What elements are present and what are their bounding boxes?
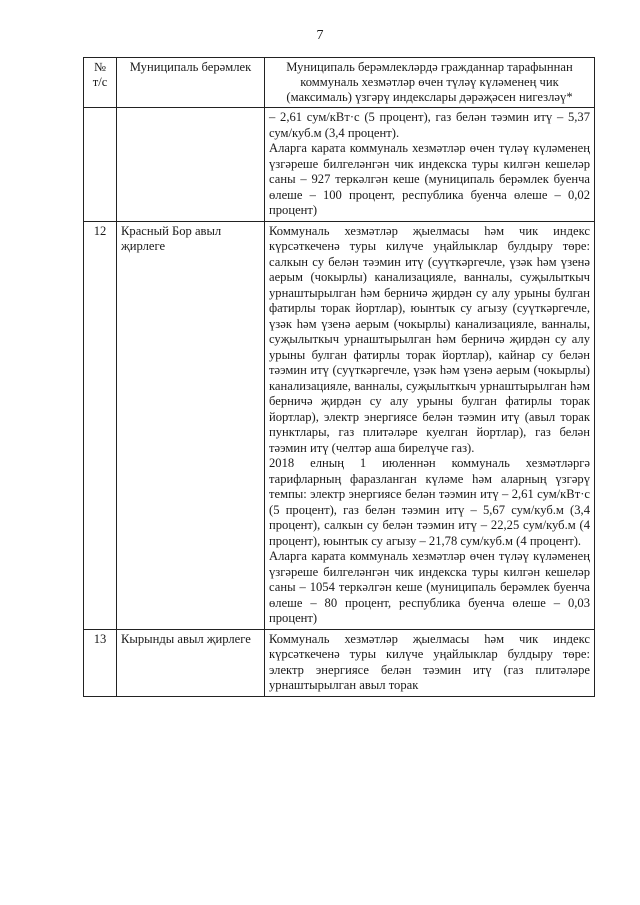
row-content	[265, 221, 595, 629]
row-paragraph: 2018 елның 1 июленнән коммуналь хезмәтләргә тарифларның фаразланган күләме һәм аларның үзгәрү темпы: электр энергиясе белән тәэмин итү – 2,61 сум/кВт·с (5 процент), газ белән тәэмин итү – 5,67 сум/куб.м (3,4 процент), салкын су белән тәэмин итү – 22,25 сум/куб.м (4 процент), юынтык су агызу – 21,78 сум/куб.м (4 процент).	[269, 456, 590, 548]
page-bottom-margin	[0, 895, 640, 905]
table-header-row	[84, 58, 595, 108]
row-municipality: Кырынды авыл җирлеге	[117, 629, 265, 696]
row-paragraph: Коммуналь хезмәтләр җыелмасы һәм чик индекс күрсәткеченә туры килүче уңайлыклар булдыру төре: салкын су белән тәэмин итү (суүткәргечле, үзәк һәм үзенә аерым (чокырлы) канализацияле, ванналы, суҗылыткыч урнаштырылган һәм берничә җирдән су алу урыны булган фатирлы торак йортлар), юынтык су агызу (суүткәргечле, үзәк һәм үзенә аерым (чокырлы) канализацияле, ванналы, суҗылыткыч урнаштырылган һәм берничә җирдән су алу урыны булган фатирлы торак йортлар), кайнар су белән тәэмин итү (суүткәргечле, үзәк һәм үзенә аерым (чокырлы) канализацияле, ванналы, суҗылыткыч урнаштырылган һәм берничә җирдән су алу урыны булган фатирлы торак йортлар), электр энергиясе белән тәэмин итү (авыл торак пунктлары, газ плитәләре куелган йортлар), газ белән тәэмин итү (челтәр аша бирелүче газ).	[269, 223, 590, 455]
table-row	[84, 629, 595, 696]
header-number: № т/с	[84, 58, 117, 108]
row-content	[265, 629, 595, 696]
row-municipality	[117, 108, 265, 222]
row-number: 13	[84, 629, 117, 696]
header-municipality: Муниципаль берәмлек	[117, 58, 265, 108]
row-content	[265, 108, 595, 222]
row-municipality: Красный Бор авыл җирлеге	[117, 221, 265, 629]
header-basis: Муниципаль берәмлекләрдә гражданнар тарафыннан коммуналь хезмәтләр өчен түләү күләменең чик (максималь) үзгәрү индекслары дәрәҗәсен нигезләү*	[265, 58, 595, 108]
table-row	[84, 221, 595, 629]
row-number	[84, 108, 117, 222]
row-paragraph: Коммуналь хезмәтләр җыелмасы һәм чик индекс күрсәткеченә туры килүче уңайлыклар булдыру төре: электр энергиясе белән тәэмин итү (газ плитәләре урнаштырылган авыл торак	[269, 631, 590, 692]
row-paragraph: Аларга карата коммуналь хезмәтләр өчен түләү күләменең үзгәреше билгеләнгән чик индекска туры килгән кешеләр саны – 1054 теркәлгән кеше (муниципаль берәмлек буенча өлеше – 80 процент, республика буенча өлеше – 0,03 процент)	[269, 549, 590, 625]
row-paragraph: Аларга карата коммуналь хезмәтләр өчен түләү күләменең үзгәреше билгеләнгән чик индекска туры килгән кешеләр саны – 927 теркәлгән кеше (муниципаль берәмлек буенча өлеше – 100 процент, республика буенча өлеше – 0,02 процент)	[269, 141, 590, 217]
municipal-index-table	[83, 57, 595, 697]
row-number: 12	[84, 221, 117, 629]
table-row	[84, 108, 595, 222]
row-paragraph: – 2,61 сум/кВт·с (5 процент), газ белән тәэмин итү – 5,37 сум/куб.м (3,4 процент).	[269, 110, 590, 140]
page-number: 7	[316, 28, 324, 43]
